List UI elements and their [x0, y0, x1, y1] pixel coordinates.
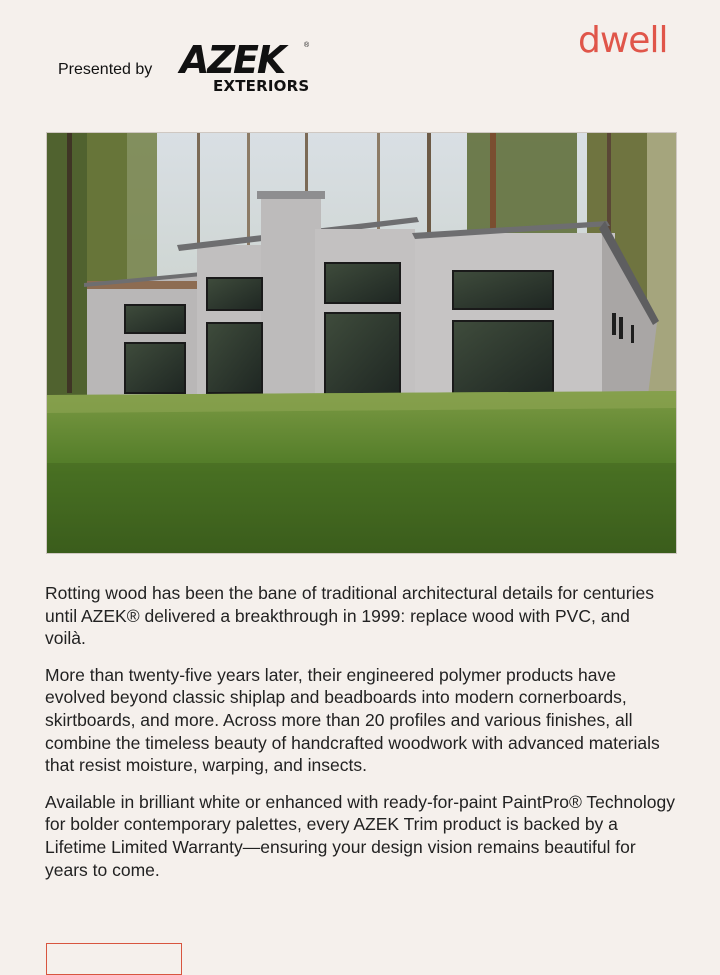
azek-trademark: ® [304, 42, 310, 49]
house-photo-icon [47, 133, 676, 553]
cta-button[interactable] [46, 943, 182, 975]
azek-logo-word: AZEK [180, 38, 285, 82]
email-header [0, 0, 720, 132]
azek-exteriors-logo[interactable] [180, 40, 330, 98]
article-body [45, 582, 675, 895]
dwell-logo[interactable]: dwell [578, 20, 668, 61]
hero-image[interactable] [46, 132, 677, 554]
paragraph: More than twenty-five years later, their engineered polymer products have evolved beyond classic shiplap and beadboards into modern cornerboards, skirtboards, and more. Across more than 20 profiles and various finishes, all combine the timeless beauty of handcrafted woodwork with advanced materials that resist moisture, warping, and insects. [45, 664, 660, 776]
paragraph: Available in brilliant white or enhanced with ready-for-paint PaintPro® Technology for bolder contemporary palettes, every AZEK Trim product is backed by a Lifetime Limited Warranty—ensuring your design vision remains beautiful for years to come. [45, 791, 675, 880]
azek-logo-subword: EXTERIORS [213, 77, 310, 95]
presented-by-label: Presented by [58, 61, 153, 78]
paragraph: Rotting wood has been the bane of traditional architectural details for centuries until AZEK® delivered a breakthrough in 1999: replace wood with PVC, and voilà. [45, 583, 654, 649]
